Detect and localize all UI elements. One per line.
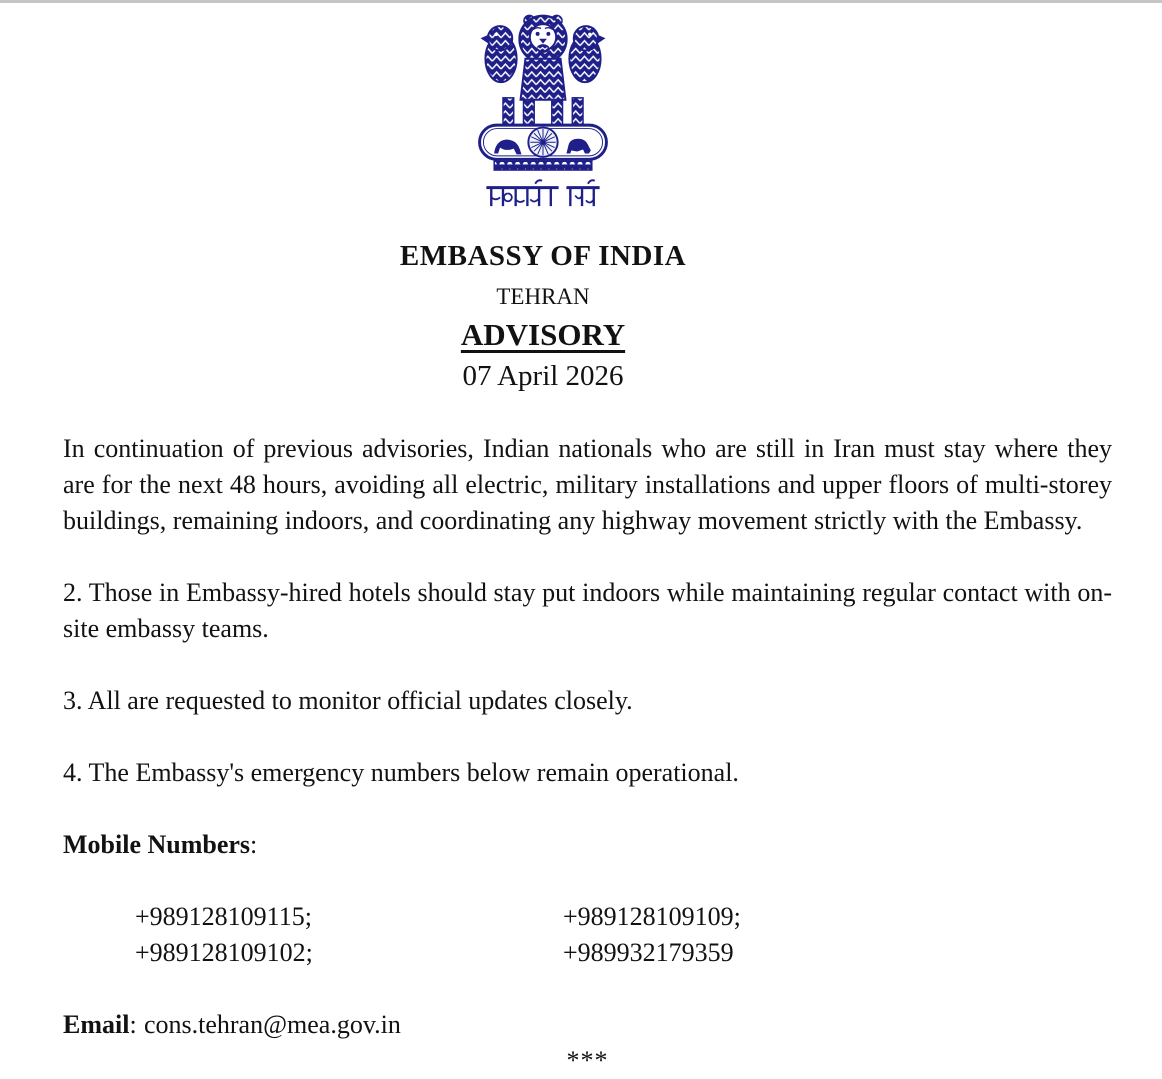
phone-number: +989932179359	[563, 938, 734, 967]
email-line	[63, 1007, 1112, 1043]
phone-number: +989128109102;	[135, 938, 313, 967]
india-national-emblem-icon	[473, 8, 613, 213]
email-address: cons.tehran@mea.gov.in	[143, 1010, 401, 1039]
document-body	[63, 431, 1112, 1079]
email-label: Email	[63, 1010, 130, 1039]
document-header	[0, 8, 1162, 394]
advisory-paragraph-1: In continuation of previous advisories, Indian nationals who are still in Iran must stay where they are for the next 48 hours, avoiding all electric, military installations and upper floors of multi-storey buildings, remaining indoors, and coordinating any highway movement strictly with the Embassy.	[63, 434, 1112, 535]
city-title: TEHRAN	[496, 284, 590, 309]
left-lion	[481, 26, 517, 82]
advisory-paragraph-3: 3. All are requested to monitor official updates closely.	[63, 686, 633, 715]
advisory-title: ADVISORY	[460, 317, 626, 352]
mobile-numbers-colon: :	[250, 830, 258, 859]
mobile-numbers-heading	[63, 827, 1112, 863]
phone-number: +989128109115;	[135, 902, 312, 931]
end-marker: ***	[566, 1046, 609, 1075]
mobile-numbers-label: Mobile Numbers	[63, 830, 251, 859]
abacus	[480, 125, 607, 159]
dharma-chakra	[528, 128, 557, 157]
phone-row	[63, 899, 1112, 935]
advisory-paragraph-4: 4. The Embassy's emergency numbers below remain operational.	[63, 758, 739, 787]
base-band	[494, 161, 592, 170]
satyameva-jayate-motto	[486, 180, 599, 206]
advisory-paragraph-2: 2. Those in Embassy-hired hotels should stay put indoors while maintaining regular contact with on-site embassy teams.	[63, 578, 1112, 643]
phone-number: +989128109109;	[563, 902, 741, 931]
email-colon: :	[129, 1010, 137, 1039]
phone-row	[63, 935, 1112, 971]
center-lion	[520, 15, 567, 99]
advisory-date: 07 April 2026	[462, 360, 624, 392]
org-title: EMBASSY OF INDIA	[399, 240, 687, 272]
right-lion	[569, 26, 605, 82]
window-edge-bar	[0, 0, 1162, 3]
